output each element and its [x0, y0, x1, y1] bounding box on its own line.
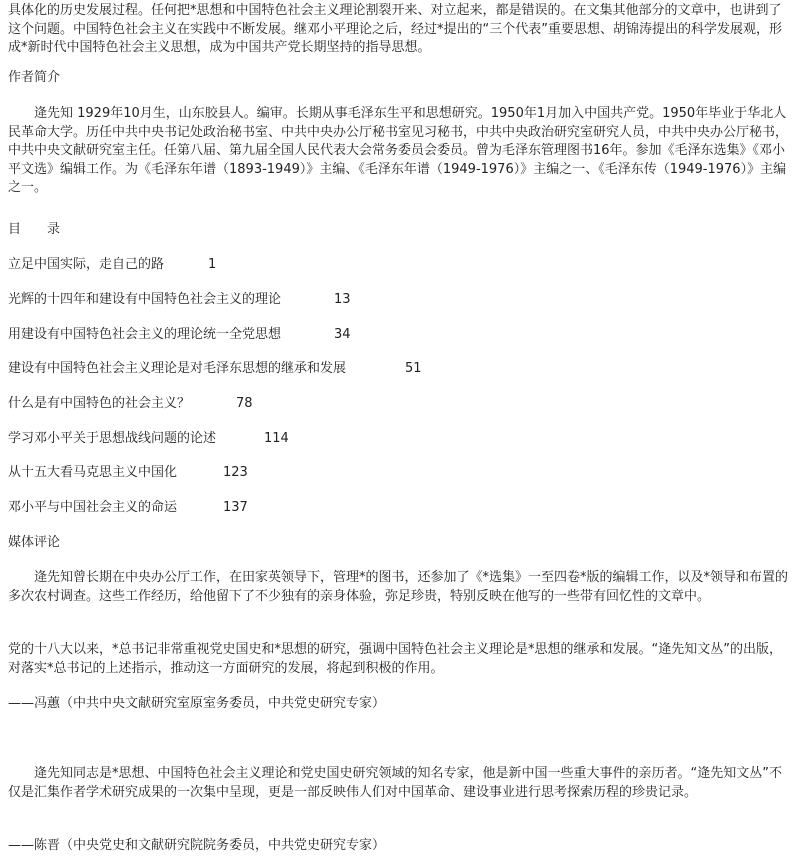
toc-item[interactable] [8, 291, 351, 309]
toc-item-title: 用建设有中国特色社会主义的理论统一全党思想 [8, 327, 282, 342]
toc-item-title: 从十五大看马克思主义中国化 [8, 465, 178, 480]
toc-item[interactable] [8, 464, 248, 482]
author-heading: 作者简介 [8, 70, 61, 85]
toc-item-page: 13 [334, 292, 351, 307]
toc-item[interactable] [8, 499, 248, 517]
review-paragraph: 逄先知同志是*思想、中国特色社会主义理论和党史国史研究领域的知名专家，他是新中国一些重大事件的亲历者。“逄先知文丛”不仅是汇集作者学术研究成果的一次集中呈现，更是一部反映伟人们对中国革命、建设事业进行思考探索历程的珍贵记录。 [8, 766, 782, 800]
toc-item-page: 51 [405, 361, 422, 376]
toc-item-title: 建设有中国特色社会主义理论是对毛泽东思想的继承和发展 [8, 361, 347, 376]
review-paragraph: 逄先知曾长期在中央办公厅工作，在田家英领导下，管理*的图书，还参加了《*选集》一至四卷*版的编辑工作，以及*领导和布置的多次农村调查。这些工作经历，给他留下了不少独有的亲身体验，弥足珍贵，特别反映在他写的一些带有回忆性的文章中。 [8, 570, 789, 604]
toc-item-title: 学习邓小平关于思想战线问题的论述 [8, 431, 217, 446]
toc-item-page: 114 [264, 431, 289, 446]
review-paragraph: 党的十八大以来，*总书记非常重视党史国史和*思想的研究，强调中国特色社会主义理论是*思想的继承和发展。“逄先知文丛”的出版，对落实*总书记的上述指示，推动这一方面研究的发展，将起到积极的作用。 [8, 642, 782, 676]
toc-heading: 目 录 [8, 222, 61, 237]
author-bio: 逄先知 1929年10月生，山东胶县人。编审。长期从事毛泽东生平和思想研究。1950年1月加入中国共产党。1950年毕业于华北人民革命大学。历任中共中央书记处政治秘书室、中共中央办公厅秘书室见习秘书，中共中央政治研究室研究人员，中共中央办公厅秘书，中共中央文献研究室主任。任第八届、第九届全国人民代表大会常务委员会委员。曾为毛泽东管理图书16年。参加《毛泽东选集》《邓小平文选》编辑工作。为《毛泽东年谱（1893-1949）》主编、《毛泽东年谱（1949-1976）》主编之一、《毛泽东传（1949-1976）》主编之一。 [8, 106, 789, 195]
toc-item[interactable] [8, 395, 253, 413]
toc-item-page: 137 [223, 500, 248, 515]
toc-item-title: 什么是有中国特色的社会主义？ [8, 396, 191, 411]
intro-paragraph: 具体化的历史发展过程。任何把*思想和中国特色社会主义理论割裂开来、对立起来，都是错误的。在文集其他部分的文章中，也讲到了这个问题。中国特色社会主义在实践中不断发展。继邓小平理论之后，经过*提出的“三个代表”重要思想、胡锦涛提出的科学发展观，形成*新时代中国特色社会主义思想，成为中国共产党长期坚持的指导思想。 [8, 3, 782, 55]
toc-item-title: 邓小平与中国社会主义的命运 [8, 500, 178, 515]
toc-item-page: 34 [334, 327, 351, 342]
toc-item-title: 立足中国实际，走自己的路 [8, 257, 165, 272]
review-signature: ——陈晋（中央党史和文献研究院院务委员，中共党史研究专家） [8, 838, 386, 853]
toc-item-page: 123 [223, 465, 248, 480]
toc-item[interactable] [8, 326, 351, 344]
review-signature: ——冯蕙（中共中央文献研究室原室务委员，中共党史研究专家） [8, 696, 386, 711]
toc-item[interactable] [8, 360, 422, 378]
toc-item[interactable] [8, 256, 217, 274]
toc-item-page: 78 [236, 396, 253, 411]
toc-item[interactable] [8, 430, 289, 448]
toc-item-title: 光辉的十四年和建设有中国特色社会主义的理论 [8, 292, 282, 307]
media-heading: 媒体评论 [8, 535, 61, 550]
toc-item-page: 1 [208, 257, 217, 272]
